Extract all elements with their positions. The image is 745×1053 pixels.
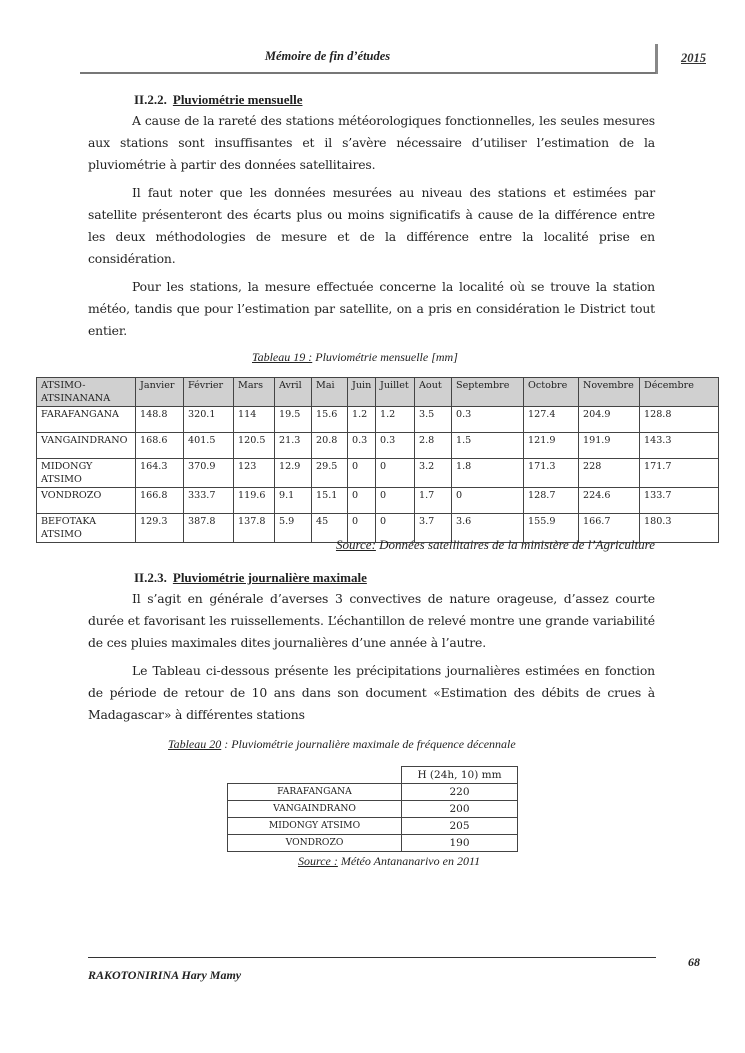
table-cell: 114 [234,407,275,433]
section-number: II.2.2. [134,92,167,107]
column-header: Novembre [579,378,640,407]
station-name: VONDROZO [228,835,402,852]
table-cell: 387.8 [184,514,234,543]
table-cell: 12.9 [275,459,312,488]
table-header-row [37,378,719,407]
table-cell: 224.6 [579,488,640,514]
station-value: 205 [402,818,518,835]
table-cell: 15.1 [312,488,348,514]
paragraph: Le Tableau ci-dessous présente les précipitations journalières estimées en fonction de période de retour de 10 ans dans son document «Estimation des débits de crues à Madagascar» à différentes stations [88,663,655,722]
table-cell: 1.8 [452,459,524,488]
table-cell: 168.6 [136,433,184,459]
table-cell: 19.5 [275,407,312,433]
table-cell: 3.7 [415,514,452,543]
table-caption [168,737,516,752]
monthly-rainfall-table [36,377,719,543]
column-header: Avril [275,378,312,407]
source-text: Météo Antananarivo en 2011 [337,854,481,868]
table-cell: 45 [312,514,348,543]
table-cell: BEFOTAKA ATSIMO [37,514,136,543]
table-row [228,818,518,835]
column-header: Décembre [640,378,719,407]
table-row [228,835,518,852]
table-cell: 155.9 [524,514,579,543]
table-cell: 191.9 [579,433,640,459]
table-cell: 0.3 [452,407,524,433]
table-cell: 1.5 [452,433,524,459]
station-name: VANGAINDRANO [228,801,402,818]
caption-label: Tableau 20 [168,737,222,751]
section-heading-monthly [134,92,302,108]
station-value: 190 [402,835,518,852]
table-cell: 171.3 [524,459,579,488]
table-cell: 333.7 [184,488,234,514]
section-body-monthly [88,110,655,342]
table-cell: 121.9 [524,433,579,459]
column-header: Juillet [376,378,415,407]
paragraph: Il faut noter que les données mesurées au niveau des stations et estimées par satellite présenteront des écarts plus ou moins significatifs à cause de la différence entre les deux méthodologies de mesure et de la différence entre la localité prise en considération. [88,185,655,266]
table-source [336,537,655,553]
table-cell: 119.6 [234,488,275,514]
table-cell: 0 [376,488,415,514]
caption-text: : Pluviométrie journalière maximale de fréquence décennale [221,737,516,751]
station-name: FARAFANGANA [228,784,402,801]
station-value: 220 [402,784,518,801]
column-header: Mars [234,378,275,407]
empty-header-cell [228,767,402,784]
source-label: Source: [335,537,376,552]
table-cell: 1.2 [376,407,415,433]
table-cell: FARAFANGANA [37,407,136,433]
caption-label: Tableau 19 : [252,350,313,364]
table-cell: 3.6 [452,514,524,543]
footer-rule [88,957,656,958]
daily-max-rainfall-table [227,766,518,852]
table-cell: 180.3 [640,514,719,543]
column-header: H (24h, 10) mm [402,767,518,784]
table-cell: 20.8 [312,433,348,459]
table-row [37,433,719,459]
section-body-daily-max [88,588,655,726]
table-cell: 128.8 [640,407,719,433]
column-header: Septembre [452,378,524,407]
table-cell: 5.9 [275,514,312,543]
table-cell: 204.9 [579,407,640,433]
table-cell: 0.3 [348,433,376,459]
footer-author: RAKOTONIRINA Hary Mamy [88,968,242,982]
table-cell: 0 [376,514,415,543]
table-cell: VANGAINDRANO [37,433,136,459]
station-name: MIDONGY ATSIMO [228,818,402,835]
table-cell: 120.5 [234,433,275,459]
paragraph: Pour les stations, la mesure effectuée concerne la localité où se trouve la station météo, tandis que pour l’estimation par satellite, on a pris en considération le District tout entier. [88,279,655,338]
table-cell: 0 [348,488,376,514]
column-header: Mai [312,378,348,407]
table-cell: 15.6 [312,407,348,433]
column-header: ATSIMO-ATSINANANA [37,378,136,407]
table-cell: 370.9 [184,459,234,488]
table-cell: 0.3 [376,433,415,459]
section-title: Pluviométrie journalière maximale [172,570,367,585]
table-cell: 29.5 [312,459,348,488]
table-cell: VONDROZO [37,488,136,514]
table-cell: 128.7 [524,488,579,514]
running-header-year: 2015 [681,51,706,65]
table-header-row [228,767,518,784]
table-cell: 0 [348,459,376,488]
source-text: Données satellitaires de la ministère de l’Agriculture [375,537,655,552]
table-cell: 1.7 [415,488,452,514]
header-rule [80,72,656,74]
table-source [298,854,480,869]
table-caption [252,350,458,365]
station-value: 200 [402,801,518,818]
table-cell: 133.7 [640,488,719,514]
table-cell: 228 [579,459,640,488]
table-cell: 143.3 [640,433,719,459]
header-divider [655,44,658,74]
table-cell: 166.7 [579,514,640,543]
column-header: Octobre [524,378,579,407]
column-header: Février [184,378,234,407]
table-cell: 123 [234,459,275,488]
table-cell: 320.1 [184,407,234,433]
table-row [228,784,518,801]
table-cell: 1.2 [348,407,376,433]
table-cell: 164.3 [136,459,184,488]
section-number: II.2.3. [134,570,167,585]
table-cell: 2.8 [415,433,452,459]
table-cell: 166.8 [136,488,184,514]
table-cell: 3.2 [415,459,452,488]
paragraph: Il s’agit en générale d’averses 3 convectives de nature orageuse, d’assez courte durée et favorisant les ruissellements. L’échantillon de relevé montre une grande variabilité de ces pluies maximales dites journalières d’une année à l’autre. [88,591,655,650]
source-label: Source : [298,854,338,868]
table-row [37,488,719,514]
table-cell: 137.8 [234,514,275,543]
section-heading-daily-max [134,570,367,586]
table-cell: 171.7 [640,459,719,488]
column-header: Janvier [136,378,184,407]
table-cell: 3.5 [415,407,452,433]
table-cell: 127.4 [524,407,579,433]
table-cell: 21.3 [275,433,312,459]
caption-text: Pluviométrie mensuelle [mm] [312,350,458,364]
column-header: Juin [348,378,376,407]
table-cell: MIDONGY ATSIMO [37,459,136,488]
table-row [228,801,518,818]
table-cell: 0 [376,459,415,488]
table-cell: 0 [348,514,376,543]
table-row [37,459,719,488]
table-cell: 148.8 [136,407,184,433]
table-cell: 129.3 [136,514,184,543]
table-row [37,407,719,433]
table-cell: 0 [452,488,524,514]
section-title: Pluviométrie mensuelle [172,92,303,107]
paragraph: A cause de la rareté des stations météorologiques fonctionnelles, les seules mesures aux stations sont insuffisantes et il s’avère nécessaire d’utiliser l’estimation de la pluviométrie à partir des données satellitaires. [88,113,655,172]
table-cell: 9.1 [275,488,312,514]
page-number: 68 [688,955,700,969]
column-header: Aout [415,378,452,407]
table-cell: 401.5 [184,433,234,459]
running-header-title: Mémoire de fin d’études [264,49,391,63]
